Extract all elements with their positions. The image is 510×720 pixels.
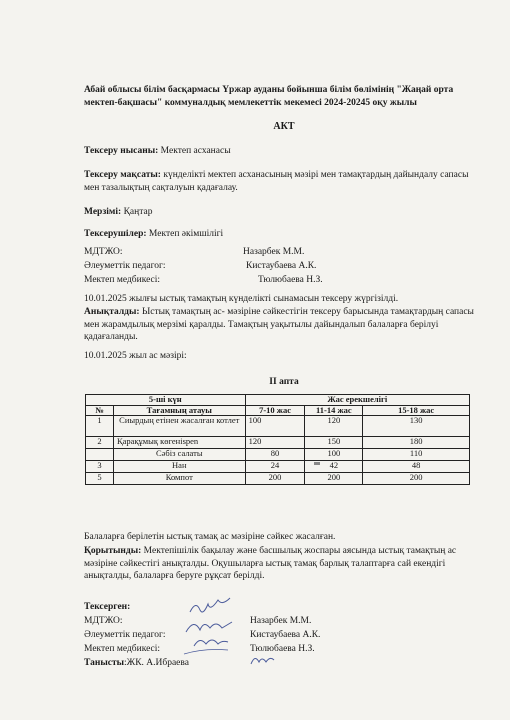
inspection-purpose-label: Тексеру мақсаты: [84,170,161,180]
inspection-period [84,206,484,219]
cell-meal: Қарақұмық көгенispen [113,437,245,449]
cell-b: 42 [305,461,363,473]
acquainted-label: Танысты [84,658,125,668]
cell-b: 200 [305,473,363,485]
signer-name-1: Назарбек М.М. [250,616,312,626]
inspection-object-label: Тексеру нысаны: [84,146,159,156]
header-day: 5-ші күн [86,395,246,406]
cell-a: 120 [245,437,305,449]
inspection-object [84,145,484,158]
table-row [86,449,470,461]
intro-line: 10.01.2025 жылғы ыстық тамақтың күнделікті сынамасын тексеру жүргізілді. [84,294,399,304]
inspection-period-value: Қаңтар [121,207,153,217]
findings-label: Анықталды: [84,307,140,317]
menu-date: 10.01.2025 жыл ас мәзірі: [84,351,187,361]
member-name-1: Назарбек М.М. [243,247,305,257]
handwritten-initials [248,650,278,670]
acquainted-value: :ЖК. А.Ибраева [124,658,189,668]
cell-no [86,449,114,461]
header-age-b: 11-14 жас [305,405,363,416]
member-role-2: Әлеуметтік педагог: [84,261,166,271]
inspectors [84,228,484,241]
conclusion-value: Мектепішілік бақылау және басшылық жоспары аясында ыстық тамақтың ас мәзіріне сәйкестігі анықталды. Оқушыларға ыстық тамақ барлық талаптарға сай екендігі анықталды, балаларға беруге рұқсат берілді. [84,546,457,581]
cell-a: 24 [245,461,305,473]
inspectors-label: Тексерушілер: [84,229,147,239]
member-name-2: Кистаубаева А.К. [246,261,317,271]
cell-meal: Нан [113,461,245,473]
signer-name-3: Тюлюбаева Н.З. [250,644,315,654]
table-header-row-2 [86,405,470,416]
cell-c: 200 [363,473,470,485]
header-meal: Тағамның атауы [113,405,245,416]
cell-meal: Сәбіз салаты [113,449,245,461]
after-table-note: Балаларға берілетін ыстық тамақ ас мәзіріне сәйкес жасалған. [84,532,336,542]
table-header-row-1 [86,395,470,406]
cell-b: 150 [305,437,363,449]
cell-c: 48 [363,461,470,473]
member-role-3: Мектеп медбикесі: [84,275,161,285]
cell-meal: Сиырдың етінен жасалған котлет [113,416,245,437]
cell-c: 180 [363,437,470,449]
handwritten-signatures [180,596,250,660]
cell-no: 2 [86,437,114,449]
signer-name-2: Кистаубаева А.К. [250,630,321,640]
table-row [86,461,470,473]
signer-role-1: МДТЖО: [84,616,123,626]
inspection-period-label: Мерзімі: [84,207,122,217]
scan-mark [314,462,320,465]
cell-a: 200 [245,473,305,485]
checked-by-label: Тексерген: [84,602,131,612]
inspection-object-value: Мектеп асханасы [158,146,231,156]
cell-c: 130 [363,416,470,437]
table-row [86,473,470,485]
table-row [86,437,470,449]
header-no: № [86,405,114,416]
acquainted [84,657,189,670]
signer-role-2: Әлеуметтік педагог: [84,630,166,640]
cell-meal: Компот [113,473,245,485]
header-age-group: Жас ерекшелігі [245,395,469,406]
week-label: II апта [269,377,299,387]
document-header: Абай облысы білім басқармасы Үржар ауданы бойынша білім бөлімінің "Жаңай орта мектеп-бақшасы" коммуналдық мемлекеттік мекемесі 2024-20245 оқу жылы [84,85,454,108]
cell-no: 3 [86,461,114,473]
signer-role-3: Мектеп медбикесі: [84,644,161,654]
conclusion [84,545,484,583]
findings [84,306,484,344]
member-role-1: МДТЖО: [84,247,123,257]
conclusion-label: Қорытынды: [84,546,142,556]
cell-b: 100 [305,449,363,461]
table-row [86,416,470,437]
document-title: АКТ [273,121,295,132]
findings-value: Ыстық тамақтың ас- мәзіріне сәйкестігін тексеру барысында тамақтардың сапасы мен жарамдылық мерзімі қаралды. Тамақтың уақытылы дайындалып балаларға берілуі қадағаланды. [84,307,474,342]
header-age-a: 7-10 жас [245,405,305,416]
inspection-purpose-value: күнделікті мектеп асханасының мәзірі мен тамақтардың дайындалу сапасы мен тазалықтың сақталуын қадағалау. [84,170,469,193]
inspectors-value: Мектеп әкімшілігі [146,229,224,239]
inspection-purpose [84,169,484,194]
cell-a: 80 [245,449,305,461]
cell-no: 5 [86,473,114,485]
cell-a: 100 [245,416,305,437]
cell-no: 1 [86,416,114,437]
cell-c: 110 [363,449,470,461]
menu-table [85,394,470,485]
member-name-3: Тюлюбаева Н.З. [258,275,323,285]
header-age-c: 15-18 жас [363,405,470,416]
cell-b: 120 [305,416,363,437]
